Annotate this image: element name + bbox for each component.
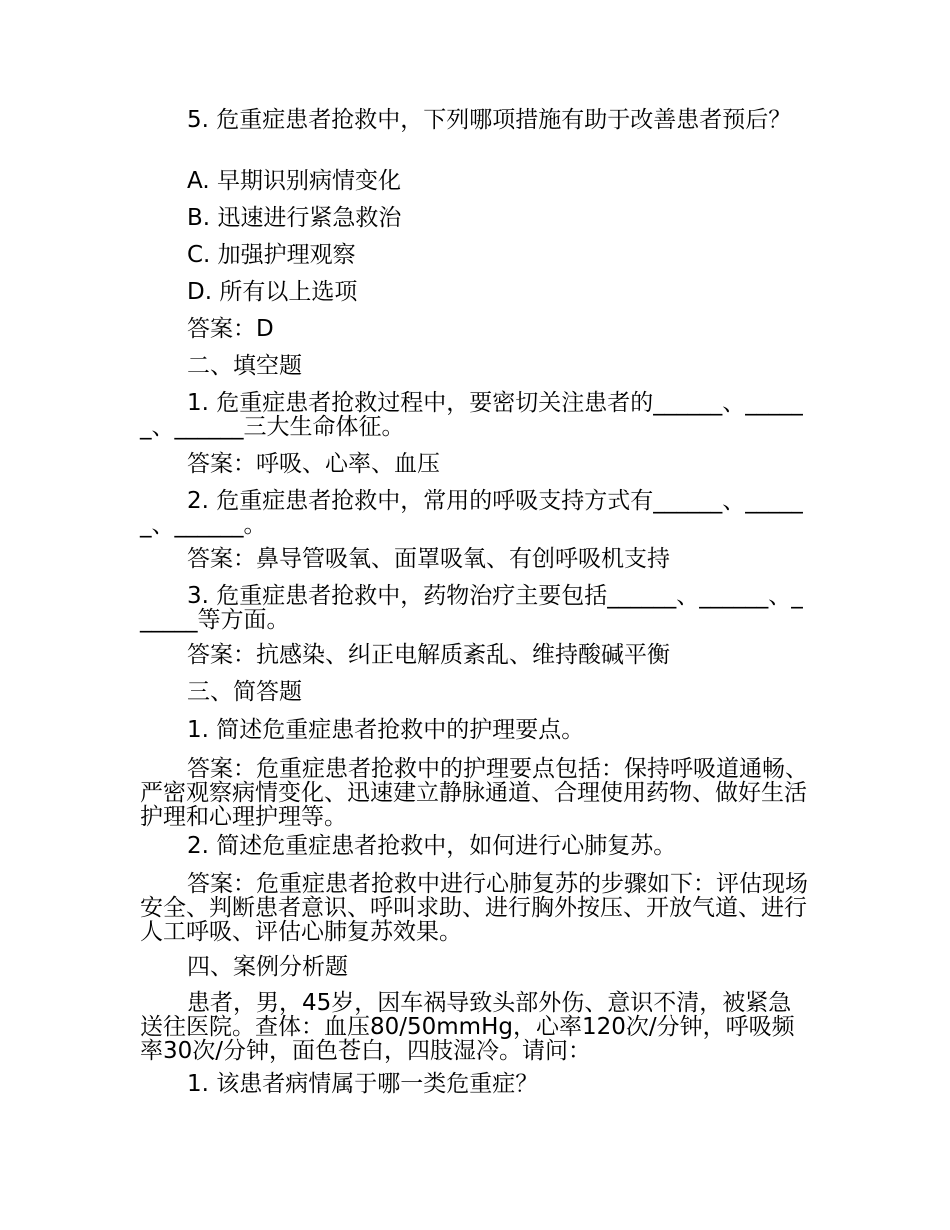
fill-answer-2: 答案：鼻导管吸氧、面罩吸氧、有创呼吸机支持 [187, 546, 670, 572]
section-heading-fill-in: 二、填空题 [187, 353, 302, 379]
fill-question-3: 3. 危重症患者抢救中，药物治疗主要包括______、______、______等方面。 [140, 583, 803, 633]
section-heading-short-answer: 三、简答题 [187, 679, 302, 705]
option-d: D. 所有以上选项 [187, 279, 358, 305]
short-question-1: 1. 简述危重症患者抢救中的护理要点。 [187, 717, 585, 743]
option-b: B. 迅速进行紧急救治 [187, 205, 402, 231]
fill-answer-1: 答案：呼吸、心率、血压 [187, 451, 440, 477]
question-5: 5. 危重症患者抢救中，下列哪项措施有助于改善患者预后？ [187, 107, 792, 133]
short-answer-2: 答案：危重症患者抢救中进行心肺复苏的步骤如下：评估现场安全、判断患者意识、呼叫求助、进行胸外按压、开放气道、进行人工呼吸、评估心肺复苏效果。 [140, 871, 808, 945]
section-heading-case-analysis: 四、案例分析题 [187, 954, 348, 980]
short-answer-1: 答案：危重症患者抢救中的护理要点包括：保持呼吸道通畅、严密观察病情变化、迅速建立静脉通道、合理使用药物、做好生活护理和心理护理等。 [140, 756, 808, 830]
fill-question-2: 2. 危重症患者抢救中，常用的呼吸支持方式有______、______、______。 [140, 488, 803, 538]
case-description: 患者，男，45岁，因车祸导致头部外伤、意识不清，被紧急送往医院。查体：血压80/50mmHg，心率120次/分钟，呼吸频率30次/分钟，面色苍白，四肢湿冷。请问： [140, 990, 795, 1064]
answer-5: 答案：D [187, 316, 274, 342]
short-question-2: 2. 简述危重症患者抢救中，如何进行心肺复苏。 [187, 833, 677, 859]
option-a: A. 早期识别病情变化 [187, 168, 401, 194]
option-c: C. 加强护理观察 [187, 242, 356, 268]
fill-question-1: 1. 危重症患者抢救过程中，要密切关注患者的______、______、______三大生命体征。 [140, 390, 803, 440]
fill-answer-3: 答案：抗感染、纠正电解质紊乱、维持酸碱平衡 [187, 642, 670, 668]
case-question-1: 1. 该患者病情属于哪一类危重症？ [187, 1071, 539, 1097]
